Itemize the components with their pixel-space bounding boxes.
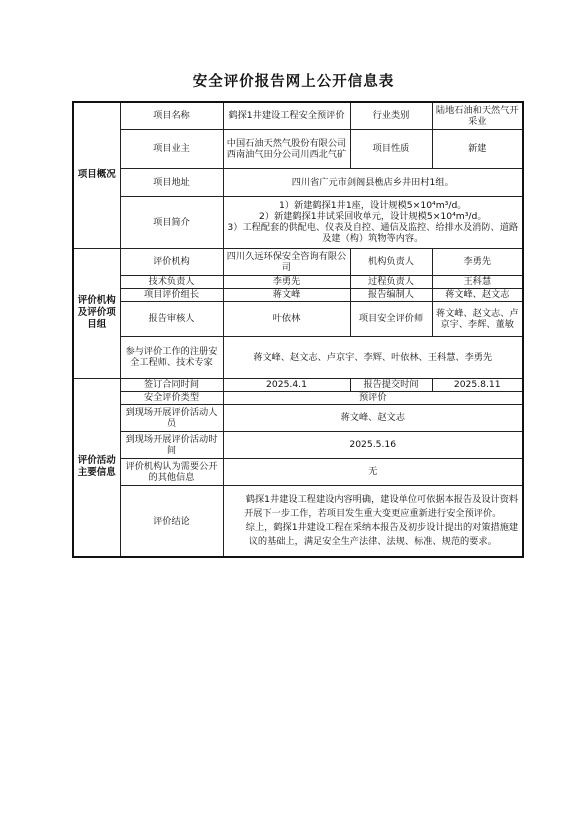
table-row — [73, 168, 523, 196]
type-value: 预评价 — [223, 391, 523, 404]
conclusion-paragraph: 鹤探1井建设工程建设内容明确，建设单位可依据本报告及设计资料开展下一步工作，若项目发生重大变更应重新进行安全预评价。 — [244, 494, 519, 519]
agency-label: 评价机构 — [120, 248, 223, 275]
tech-label: 技术负责人 — [120, 275, 223, 288]
table-row — [73, 301, 523, 336]
submit-label: 报告提交时间 — [350, 378, 432, 391]
info-table — [72, 101, 524, 558]
contract-value: 2025.4.1 — [223, 378, 350, 391]
evaluators-label: 项目安全评价师 — [350, 301, 432, 336]
table-row — [73, 378, 523, 391]
agency-value: 四川久远环保安全咨询有限公司 — [223, 248, 350, 275]
onsite-time-label: 到现场开展评价活动时间 — [120, 431, 223, 458]
intro-line: 1）新建鹤探1井1座，设计规模5×10⁴m³/d。 — [279, 200, 467, 211]
contract-label: 签订合同时间 — [120, 378, 223, 391]
table-row — [73, 336, 523, 378]
agency-head-value: 李勇先 — [432, 248, 523, 275]
onsite-people-label: 到现场开展评价活动人员 — [120, 404, 223, 431]
reviewer-label: 报告审核人 — [120, 301, 223, 336]
conclusion-paragraph: 综上，鹤探1井建设工程在采纳本报告及初步设计提出的对策措施建议的基础上，满足安全生产法律、法规、标准、规范的要求。 — [245, 522, 519, 547]
table-row — [73, 458, 523, 485]
table-row — [73, 129, 523, 168]
onsite-time-value: 2025.5.16 — [223, 431, 523, 458]
submit-value: 2025.8.11 — [432, 378, 523, 391]
table-row — [73, 404, 523, 431]
conclusion-label: 评价结论 — [120, 485, 223, 557]
document-title: 安全评价报告网上公开信息表 — [192, 74, 395, 90]
nature-value: 新建 — [432, 129, 523, 168]
group-org: 评价机构及评价项目组 — [73, 248, 120, 378]
table-row — [73, 275, 523, 288]
nature-label: 项目性质 — [350, 129, 432, 168]
intro-line: 3）工程配套的供配电、仪表及自控、通信及监控、给排水及消防、道路及建（构）筑物等内容。 — [227, 222, 519, 244]
process-value: 王科慧 — [432, 275, 523, 288]
owner-label: 项目业主 — [120, 129, 223, 168]
table-row — [73, 391, 523, 404]
address-label: 项目地址 — [120, 168, 223, 196]
engineers-label: 参与评价工作的注册安全工程师、技术专家 — [120, 336, 223, 378]
group-project: 项目概况 — [73, 102, 120, 248]
table-row — [73, 248, 523, 275]
leader-label: 项目评价组长 — [120, 288, 223, 301]
table-row — [73, 288, 523, 301]
table-row — [73, 431, 523, 458]
intro-label: 项目简介 — [120, 196, 223, 248]
conclusion-value — [223, 485, 523, 557]
evaluators-value: 蒋文峰、赵文志、卢京宇、李辉、董敏 — [432, 301, 523, 336]
intro-value — [223, 196, 523, 248]
engineers-value: 蒋文峰、赵文志、卢京宇、李辉、叶依林、王科慧、李勇先 — [223, 336, 523, 378]
type-label: 安全评价类型 — [120, 391, 223, 404]
owner-value: 中国石油天然气股份有限公司西南油气田分公司川西北气矿 — [223, 129, 350, 168]
writer-value: 蒋文峰、赵文志 — [432, 288, 523, 301]
address-value: 四川省广元市剑阁县樵店乡井田村1组。 — [223, 168, 523, 196]
leader-value: 蒋文峰 — [223, 288, 350, 301]
other-label: 评价机构认为需要公开的其他信息 — [120, 458, 223, 485]
tech-value: 李勇先 — [223, 275, 350, 288]
project-name-label: 项目名称 — [120, 102, 223, 129]
other-value: 无 — [223, 458, 523, 485]
industry-value: 陆地石油和天然气开采业 — [432, 102, 523, 129]
group-activity: 评价活动主要信息 — [73, 378, 120, 557]
table-row — [73, 102, 523, 129]
reviewer-value: 叶依林 — [223, 301, 350, 336]
project-name-value: 鹤探1井建设工程安全预评价 — [223, 102, 350, 129]
intro-line: 2）新建鹤探1井试采回收单元，设计规模5×10⁴m³/d。 — [258, 211, 487, 222]
industry-label: 行业类别 — [350, 102, 432, 129]
table-row — [73, 196, 523, 248]
onsite-people-value: 蒋文峰、赵文志 — [223, 404, 523, 431]
agency-head-label: 机构负责人 — [350, 248, 432, 275]
table-row — [73, 485, 523, 557]
writer-label: 报告编制人 — [350, 288, 432, 301]
process-label: 过程负责人 — [350, 275, 432, 288]
